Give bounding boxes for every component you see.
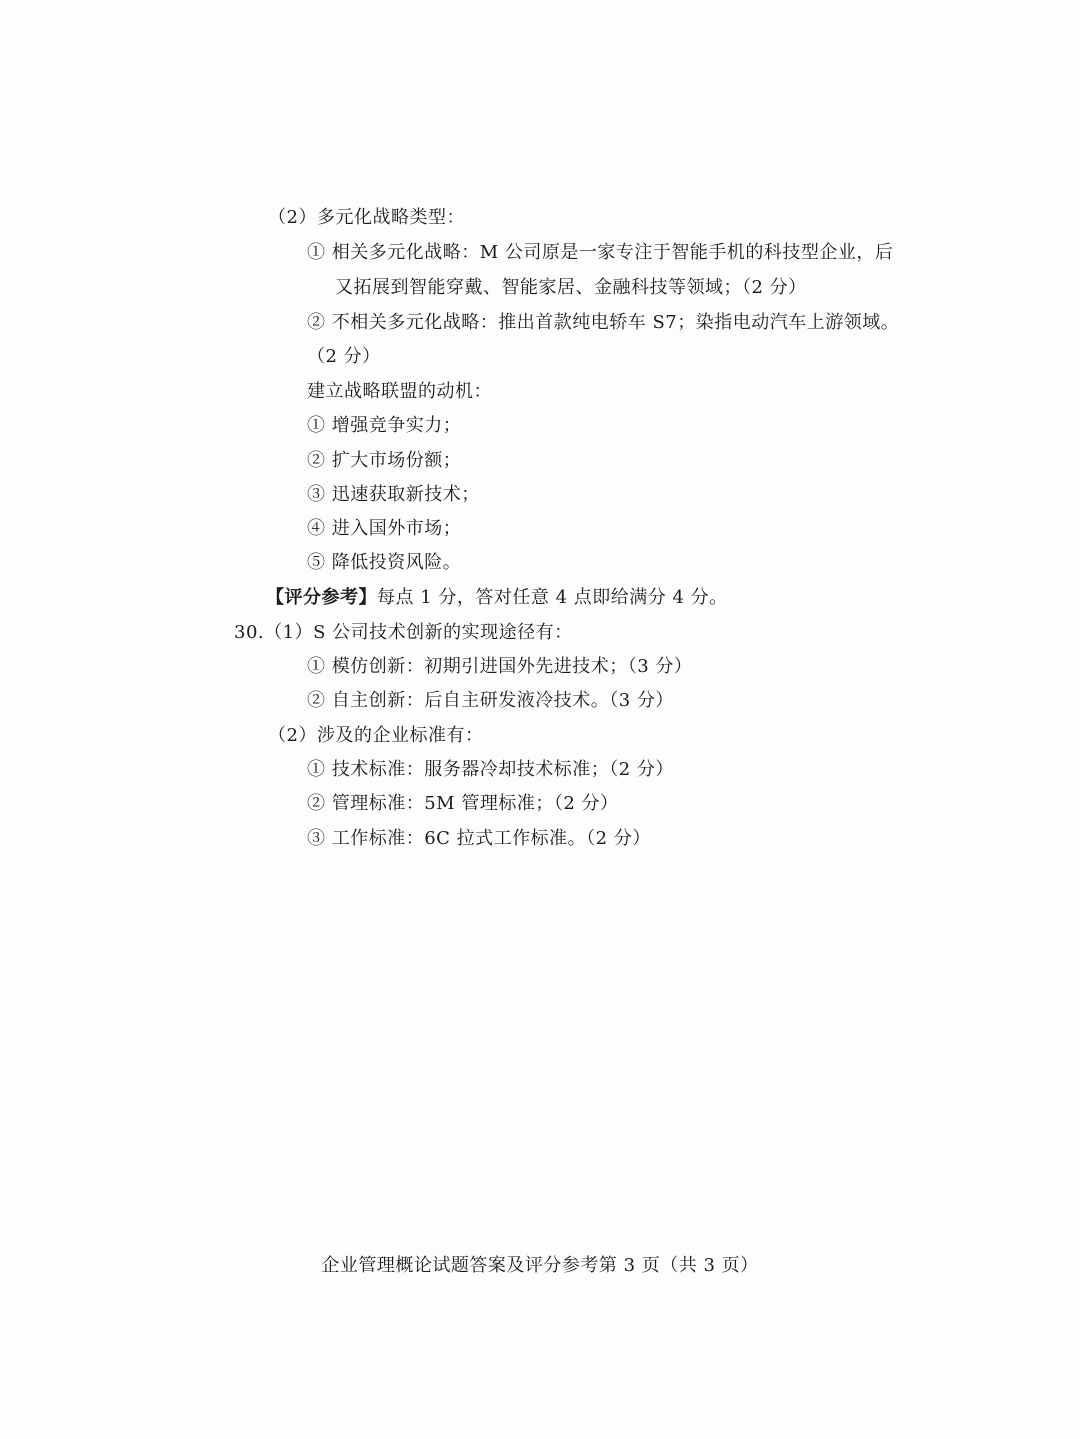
alliance-motives-heading: 建立战略联盟的动机： xyxy=(307,381,492,402)
page-footer: 企业管理概论试题答案及评分参考第 3 页（共 3 页） xyxy=(321,1255,759,1276)
unrelated-diversification-line2: （2 分） xyxy=(307,346,381,367)
q30-part1-heading: 30.（1）S 公司技术创新的实现途径有： xyxy=(234,622,573,643)
grading-text: 每点 1 分，答对任意 4 点即给满分 4 分。 xyxy=(377,587,728,608)
motive-item: ③ 迅速获取新技术； xyxy=(307,484,480,505)
grading-label: 【评分参考】 xyxy=(266,587,377,608)
unrelated-diversification-line1: ② 不相关多元化战略：推出首款纯电轿车 S7；染指电动汽车上游领域。 xyxy=(307,312,900,333)
grading-reference xyxy=(266,586,728,610)
innovation-item: ① 模仿创新：初期引进国外先进技术；（3 分） xyxy=(307,656,693,677)
standard-item: ③ 工作标准：6C 拉式工作标准。（2 分） xyxy=(307,828,651,849)
motive-item: ① 增强竞争实力； xyxy=(307,415,462,436)
standard-item: ② 管理标准：5M 管理标准；（2 分） xyxy=(307,793,619,814)
standard-item: ① 技术标准：服务器冷却技术标准；（2 分） xyxy=(307,759,674,780)
related-diversification-line2: 又拓展到智能穿戴、智能家居、金融科技等领域；（2 分） xyxy=(335,277,807,298)
q30-part2-heading: （2）涉及的企业标准有： xyxy=(268,725,484,746)
q29-part2-heading: （2）多元化战略类型： xyxy=(268,207,465,228)
motive-item: ④ 进入国外市场； xyxy=(307,518,462,539)
innovation-item: ② 自主创新：后自主研发液冷技术。（3 分） xyxy=(307,690,674,711)
motive-item: ⑤ 降低投资风险。 xyxy=(307,552,462,573)
related-diversification-line1: ① 相关多元化战略：M 公司原是一家专注于智能手机的科技型企业，后 xyxy=(307,242,894,263)
motive-item: ② 扩大市场份额； xyxy=(307,450,462,471)
